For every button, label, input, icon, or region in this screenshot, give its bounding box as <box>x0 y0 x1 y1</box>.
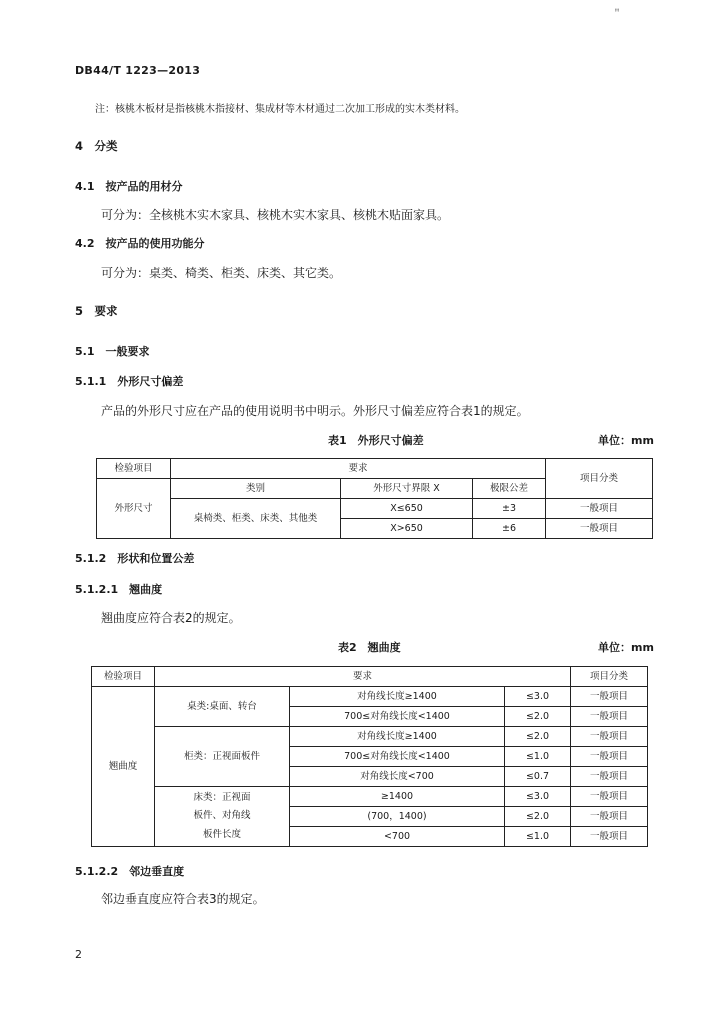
table2-caption: 表2 翘曲度 <box>338 641 401 654</box>
t2-val: ≤3.0 <box>505 787 571 807</box>
t1-tol: ±6 <box>473 519 546 539</box>
t1-header-tol: 极限公差 <box>473 479 546 499</box>
para-5-1-2-2: 邻边垂直度应符合表3的规定。 <box>101 892 265 906</box>
heading-5-1: 5.1 一般要求 <box>75 345 150 358</box>
t1-tol: ±3 <box>473 499 546 519</box>
table2 <box>91 666 648 847</box>
t2-cond: <700 <box>290 827 505 847</box>
note-text: 注：核桃木板材是指核桃木指接材、集成材等木材通过二次加工形成的实木类材料。 <box>95 104 465 115</box>
heading-5-1-2: 5.1.2 形状和位置公差 <box>75 552 195 565</box>
para-4-1: 可分为：全核桃木实木家具、核桃木实木家具、核桃木贴面家具。 <box>101 208 450 222</box>
t2-header-item: 检验项目 <box>92 667 155 687</box>
page-number: 2 <box>75 948 82 961</box>
para-4-2: 可分为：桌类、椅类、柜类、床类、其它类。 <box>101 266 342 280</box>
t2-cond: 对角线长度≥1400 <box>290 687 505 707</box>
t2-cond: 对角线长度<700 <box>290 767 505 787</box>
t1-cat: 一般项目 <box>546 519 653 539</box>
t2-group-bed <box>155 787 290 847</box>
para-5-1-2-1: 翘曲度应符合表2的规定。 <box>101 611 241 625</box>
t1-header-cat: 项目分类 <box>546 459 653 499</box>
t2-group-cabinet: 柜类：正视面板件 <box>155 727 290 787</box>
t2-val: ≤1.0 <box>505 827 571 847</box>
t2-cat: 一般项目 <box>571 707 648 727</box>
t2-group-bed-line3: 板件长度 <box>202 828 241 840</box>
t2-cat: 一般项目 <box>571 827 648 847</box>
heading-4-2: 4.2 按产品的使用功能分 <box>75 237 205 250</box>
t2-cond: 700≤对角线长度<1400 <box>290 707 505 727</box>
table2-unit: 单位：mm <box>598 641 654 654</box>
t1-header-limit: 外形尺寸界限 X <box>341 479 473 499</box>
heading-5-1-1: 5.1.1 外形尺寸偏差 <box>75 375 184 388</box>
t2-cond: 对角线长度≥1400 <box>290 727 505 747</box>
heading-4-1: 4.1 按产品的用材分 <box>75 180 183 193</box>
t2-val: ≤2.0 <box>505 727 571 747</box>
t2-header-req: 要求 <box>155 667 571 687</box>
t2-cond: ≥1400 <box>290 787 505 807</box>
t2-val: ≤2.0 <box>505 707 571 727</box>
t1-limit: X≤650 <box>341 499 473 519</box>
t2-val: ≤2.0 <box>505 807 571 827</box>
heading-5-1-2-1: 5.1.2.1 翘曲度 <box>75 583 163 596</box>
table1-caption: 表1 外形尺寸偏差 <box>328 434 424 447</box>
t1-header-item: 检验项目 <box>97 459 171 479</box>
t1-header-req: 要求 <box>171 459 546 479</box>
t2-cond: 700≤对角线长度<1400 <box>290 747 505 767</box>
standard-code: DB44/T 1223—2013 <box>75 64 201 77</box>
t1-item: 外形尺寸 <box>97 479 171 539</box>
t2-group-bed-line1: 床类：正视面 <box>193 792 251 804</box>
table1 <box>96 458 653 539</box>
t1-header-type: 类别 <box>171 479 341 499</box>
t2-cat: 一般项目 <box>571 767 648 787</box>
t2-val: ≤3.0 <box>505 687 571 707</box>
para-5-1-1: 产品的外形尺寸应在产品的使用说明书中明示。外形尺寸偏差应符合表1的规定。 <box>101 404 529 418</box>
t2-cat: 一般项目 <box>571 687 648 707</box>
corner-mark: ＂ <box>612 9 622 20</box>
t2-header-cat: 项目分类 <box>571 667 648 687</box>
t2-cat: 一般项目 <box>571 807 648 827</box>
t2-cat: 一般项目 <box>571 747 648 767</box>
table1-unit: 单位：mm <box>598 434 654 447</box>
t2-val: ≤0.7 <box>505 767 571 787</box>
t2-cond: (700，1400) <box>290 807 505 827</box>
t2-cat: 一般项目 <box>571 787 648 807</box>
t2-group-bed-line2: 板件、对角线 <box>193 810 251 822</box>
t2-item: 翘曲度 <box>92 687 155 847</box>
t1-cat: 一般项目 <box>546 499 653 519</box>
t1-type: 桌椅类、柜类、床类、其他类 <box>171 499 341 539</box>
heading-5: 5 要求 <box>75 304 118 318</box>
t2-cat: 一般项目 <box>571 727 648 747</box>
t2-group-desk: 桌类:桌面、转台 <box>155 687 290 727</box>
t2-val: ≤1.0 <box>505 747 571 767</box>
heading-5-1-2-2: 5.1.2.2 邻边垂直度 <box>75 865 185 878</box>
heading-4: 4 分类 <box>75 139 118 153</box>
t1-limit: X>650 <box>341 519 473 539</box>
